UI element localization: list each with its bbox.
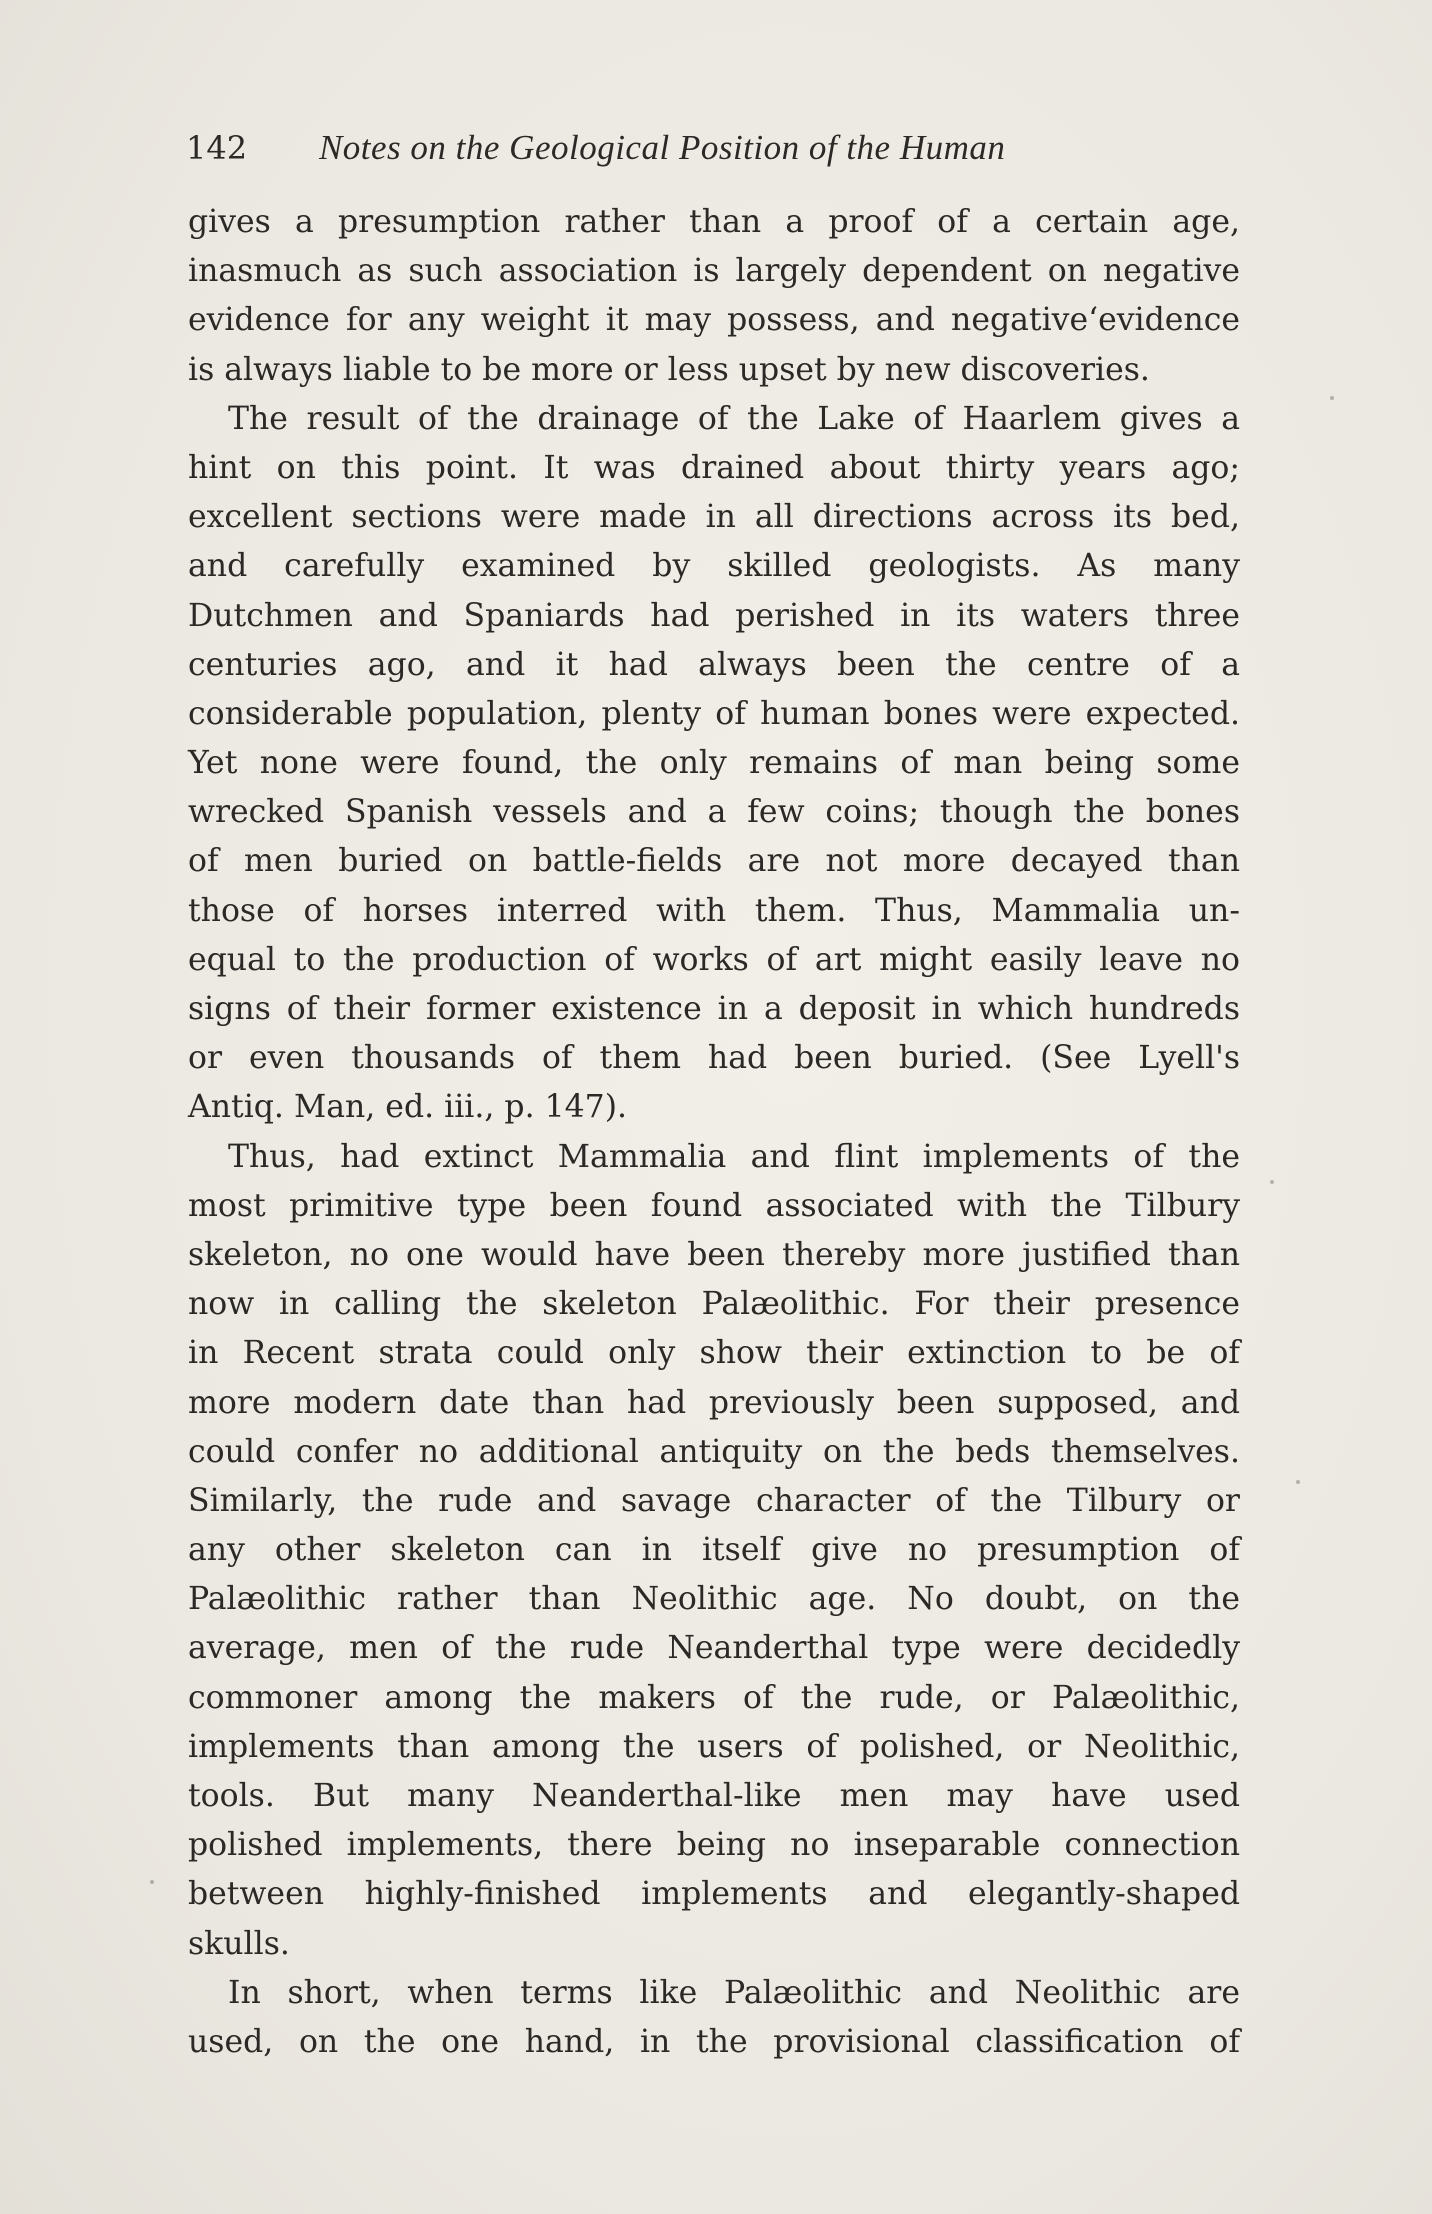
- page-number: 142: [186, 129, 248, 167]
- running-head: [186, 118, 1236, 178]
- text-line: wrecked Spanish vessels and a few coins; though the bones: [188, 794, 1240, 831]
- paper-speck: [1330, 396, 1334, 400]
- text-line: commoner among the makers of the rude, or Palæolithic,: [188, 1679, 1240, 1716]
- text-line: Similarly, the rude and savage character of the Tilbury or: [188, 1482, 1240, 1519]
- paper-speck: [150, 1880, 154, 1884]
- text-line: centuries ago, and it had always been the centre of a: [188, 646, 1240, 683]
- text-line: equal to the production of works of art might easily leave no: [188, 941, 1240, 978]
- text-line: Yet none were found, the only remains of man being some: [188, 745, 1240, 782]
- text-line: inasmuch as such association is largely dependent on negative: [188, 253, 1240, 290]
- text-line: hint on this point. It was drained about thirty years ago;: [188, 449, 1240, 486]
- paper-speck: [1296, 1480, 1300, 1484]
- text-line: more modern date than had previously been supposed, and: [188, 1384, 1240, 1421]
- text-line: skulls.: [188, 1925, 290, 1962]
- text-line: between highly-finished implements and elegantly-shaped: [188, 1876, 1240, 1913]
- text-line: and carefully examined by skilled geologists. As many: [188, 548, 1240, 585]
- text-line: those of horses interred with them. Thus, Mammalia un-: [188, 892, 1240, 929]
- text-line: evidence for any weight it may possess, and negativeʻevidence: [188, 302, 1240, 339]
- text-line: most primitive type been found associated with the Tilbury: [188, 1187, 1240, 1224]
- running-title: Notes on the Geological Position of the Human: [318, 128, 1006, 167]
- text-line: now in calling the skeleton Palæolithic. For their presence: [188, 1286, 1240, 1323]
- text-line: polished implements, there being no inseparable connection: [188, 1827, 1240, 1864]
- text-line: tools. But many Neanderthal-like men may have used: [188, 1778, 1240, 1814]
- text-line: considerable population, plenty of human bones were expected.: [188, 695, 1240, 732]
- text-line: Antiq. Man, ed. iii., p. 147).: [188, 1089, 628, 1126]
- text-line: any other skeleton can in itself give no presumption of: [188, 1532, 1240, 1569]
- body-text: [188, 198, 1240, 2067]
- text-line: Dutchmen and Spaniards had perished in its waters three: [188, 597, 1240, 634]
- paragraph-start-line: In short, when terms like Palæolithic and Neolithic are: [228, 1974, 1240, 2011]
- text-line: is always liable to be more or less upset by new discoveries.: [188, 351, 1150, 388]
- text-line: implements than among the users of polished, or Neolithic,: [188, 1728, 1240, 1765]
- paragraph-start-line: The result of the drainage of the Lake of Haarlem gives a: [228, 400, 1240, 437]
- text-line: of men buried on battle-fields are not more decayed than: [188, 843, 1240, 880]
- text-line: could confer no additional antiquity on the beds themselves.: [188, 1433, 1240, 1470]
- text-line: or even thousands of them had been buried. (See Lyell's: [188, 1040, 1240, 1077]
- text-line: in Recent strata could only show their extinction to be of: [188, 1335, 1240, 1372]
- text-line: excellent sections were made in all directions across its bed,: [188, 499, 1240, 536]
- paragraph-start-line: Thus, had extinct Mammalia and flint implements of the: [228, 1138, 1240, 1175]
- text-line: signs of their former existence in a deposit in which hundreds: [188, 991, 1240, 1027]
- text-line: skeleton, no one would have been thereby more justified than: [188, 1236, 1240, 1273]
- text-line: average, men of the rude Neanderthal type were decidedly: [188, 1630, 1240, 1667]
- text-line: Palæolithic rather than Neolithic age. No doubt, on the: [188, 1581, 1240, 1618]
- text-line: used, on the one hand, in the provisional classification of: [188, 2023, 1240, 2060]
- text-line: gives a presumption rather than a proof of a certain age,: [188, 204, 1240, 240]
- paper-speck: [1270, 1180, 1274, 1184]
